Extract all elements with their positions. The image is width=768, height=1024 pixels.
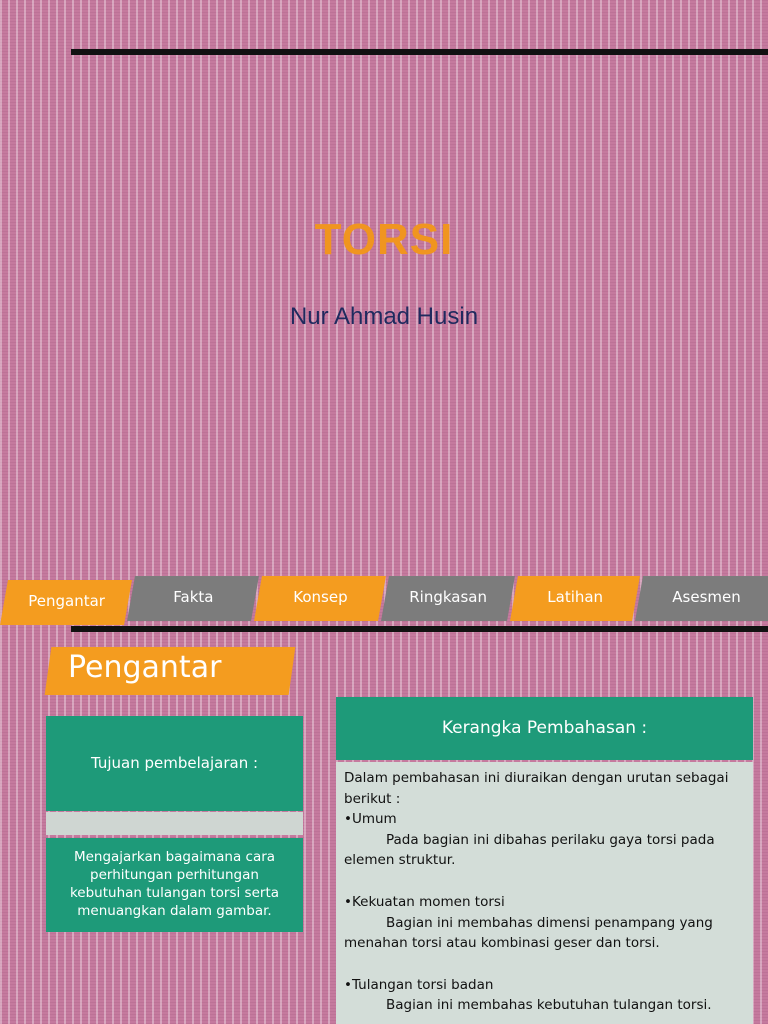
tab-pengantar[interactable]: Pengantar <box>0 580 132 625</box>
tab-latihan[interactable]: Latihan <box>510 576 640 621</box>
top-divider <box>71 49 768 55</box>
section-title: Pengantar <box>68 650 222 685</box>
outline-item-title: •Kekuatan momen torsi <box>344 893 505 910</box>
outline-item-desc: Bagian ini membahas dimensi penampang yang menahan torsi atau kombinasi geser dan torsi. <box>344 914 713 952</box>
outline-header: Kerangka Pembahasan : <box>336 697 753 760</box>
outline-item-desc: Pada bagian ini dibahas perilaku gaya torsi pada elemen struktur. <box>344 831 715 869</box>
tab-konsep[interactable]: Konsep <box>254 576 386 621</box>
tab-asesmen[interactable]: Asesmen <box>635 576 768 621</box>
outline-intro: Dalam pembahasan ini diuraikan dengan urutan sebagai berikut : <box>344 770 729 807</box>
outline-item-desc: Bagian ini membahas kebutuhan tulangan torsi. <box>386 997 712 1014</box>
learning-goals-body: Mengajarkan bagaimana cara perhitungan perhitungan kebutuhan tulangan torsi serta menuangkan dalam gambar. <box>46 838 303 932</box>
nav-tabs <box>0 576 768 621</box>
tab-ringkasan[interactable]: Ringkasan <box>381 576 515 621</box>
author-name: Nur Ahmad Husin <box>289 303 479 330</box>
outline-item-title: •Tulangan torsi badan <box>344 976 494 993</box>
learning-goals-header: Tujuan pembelajaran : <box>46 716 303 811</box>
outline-item-title: •Umum <box>344 811 397 828</box>
tab-fakta[interactable]: Fakta <box>127 576 259 621</box>
middle-divider <box>71 626 768 632</box>
outline-body <box>336 762 753 1024</box>
page-title: TORSI <box>314 215 454 264</box>
learning-goals-divider <box>46 812 303 835</box>
